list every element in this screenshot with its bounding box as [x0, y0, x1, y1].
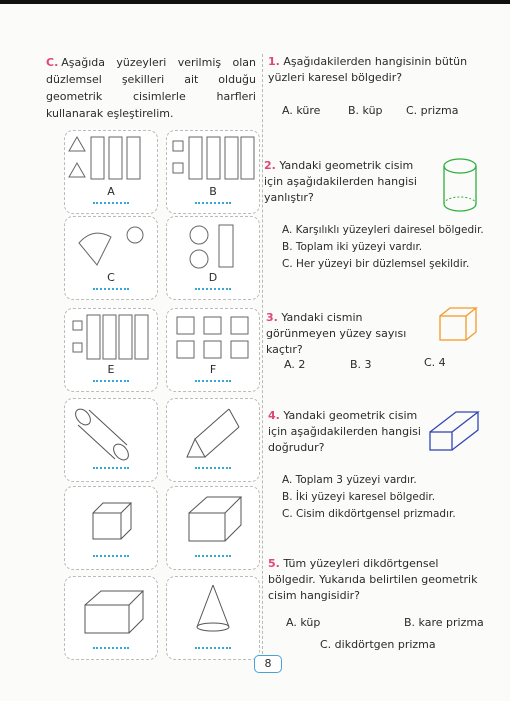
answer-line[interactable] [93, 555, 129, 557]
question-5 [268, 556, 480, 604]
answer-line[interactable] [93, 380, 129, 382]
question-1-number: 1. [268, 55, 280, 68]
small-squares-rectangles-icon [65, 309, 157, 391]
column-divider [262, 54, 263, 654]
card-cube[interactable] [64, 486, 158, 570]
question-5-number: 5. [268, 557, 280, 570]
q5-option-a[interactable]: A. küp [286, 616, 321, 629]
question-5-text: Tüm yüzeyleri dikdörtgensel bölgedir. Yukarıda belirtilen geometrik cisim hangisidir? [268, 557, 478, 602]
section-c-text: Aşağıda yüzeyleri verilmiş olan düzlemsel şekilleri ait olduğu geometrik cisimlerle harfleri kullanarak eşleştirelim. [46, 56, 256, 120]
answer-line[interactable] [195, 380, 231, 382]
q3-option-c[interactable]: C. 4 [424, 356, 446, 369]
card-e[interactable] [64, 308, 158, 392]
answer-line[interactable] [195, 555, 231, 557]
page-number: 8 [254, 655, 282, 673]
card-d[interactable] [166, 216, 260, 300]
card-f[interactable] [166, 308, 260, 392]
q5-option-c[interactable]: C. dikdörtgen prizma [320, 638, 436, 651]
q2-option-a[interactable]: A. Karşılıklı yüzeyleri dairesel bölgedir. [282, 224, 484, 236]
question-3-text: Yandaki cismin görünmeyen yüzey sayısı kaçtır? [266, 311, 407, 356]
triangles-rectangles-icon [65, 131, 157, 213]
blue-prism-icon [426, 408, 482, 454]
cylinder-icon [440, 156, 480, 218]
card-e-label: E [107, 363, 115, 376]
question-4 [268, 408, 424, 456]
q4-option-b[interactable]: B. İki yüzeyi karesel bölgedir. [282, 491, 436, 503]
top-edge [0, 0, 510, 4]
card-b-label: B [209, 185, 217, 198]
q4-option-a[interactable]: A. Toplam 3 yüzeyi vardır. [282, 474, 417, 486]
question-2 [264, 158, 434, 206]
question-4-number: 4. [268, 409, 280, 422]
card-f-label: F [209, 363, 217, 376]
squares-rectangles-icon [167, 131, 259, 213]
card-c[interactable] [64, 216, 158, 300]
answer-line[interactable] [93, 288, 129, 290]
card-d-label: D [208, 271, 218, 284]
answer-line[interactable] [195, 647, 231, 649]
question-2-text: Yandaki geometrik cisim için aşağıdakilerden hangisi yanlıştır? [264, 159, 417, 204]
answer-line[interactable] [93, 202, 129, 204]
q4-options [282, 472, 456, 523]
section-c-letter: C. [46, 56, 59, 69]
card-c-label: C [107, 271, 115, 284]
question-4-text: Yandaki geometrik cisim için aşağıdakilerden hangisi doğrudur? [268, 409, 421, 454]
q5-option-b[interactable]: B. kare prizma [404, 616, 484, 629]
q4-option-c[interactable]: C. Cisim dikdörtgensel prizmadır. [282, 508, 456, 520]
card-cylinder[interactable] [64, 398, 158, 482]
q3-option-b[interactable]: B. 3 [350, 358, 372, 371]
q2-option-b[interactable]: B. Toplam iki yüzeyi vardır. [282, 241, 423, 253]
card-a-label: A [107, 185, 115, 198]
card-long-box[interactable] [64, 576, 158, 660]
card-triangular-prism[interactable] [166, 398, 260, 482]
sector-circle-icon [65, 217, 157, 299]
answer-line[interactable] [93, 467, 129, 469]
answer-line[interactable] [195, 288, 231, 290]
question-3-number: 3. [266, 311, 278, 324]
card-a[interactable] [64, 130, 158, 214]
question-3 [266, 310, 434, 358]
section-c-instruction [46, 54, 256, 122]
card-b[interactable] [166, 130, 260, 214]
q2-options [282, 222, 484, 273]
circles-rectangle-icon [167, 217, 259, 299]
answer-line[interactable] [195, 202, 231, 204]
card-box[interactable] [166, 486, 260, 570]
question-1-text: Aşağıdakilerden hangisinin bütün yüzleri karesel bölgedir? [268, 55, 468, 84]
q1-option-c[interactable]: C. prizma [406, 104, 459, 117]
q2-option-c[interactable]: C. Her yüzeyi bir düzlemsel şekildir. [282, 258, 470, 270]
answer-line[interactable] [195, 467, 231, 469]
q3-option-a[interactable]: A. 2 [284, 358, 306, 371]
card-cone[interactable] [166, 576, 260, 660]
question-1 [268, 54, 474, 86]
question-2-number: 2. [264, 159, 276, 172]
orange-cube-icon [436, 306, 480, 344]
answer-line[interactable] [93, 647, 129, 649]
six-squares-icon [167, 309, 259, 391]
q1-option-b[interactable]: B. küp [348, 104, 383, 117]
q1-option-a[interactable]: A. küre [282, 104, 321, 117]
